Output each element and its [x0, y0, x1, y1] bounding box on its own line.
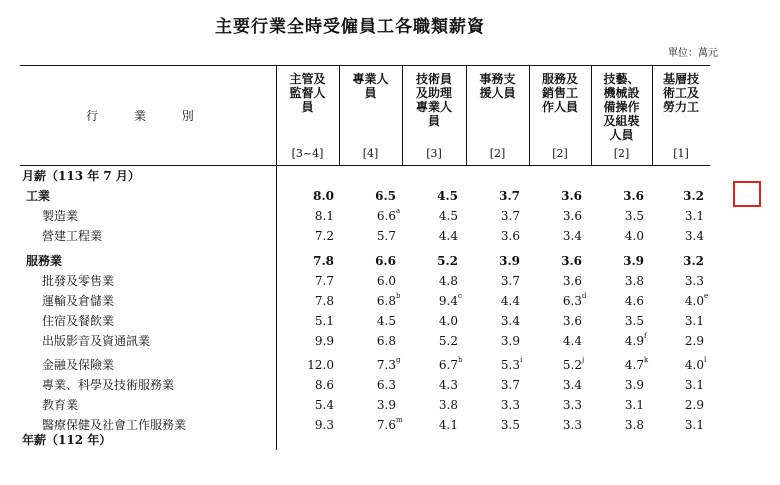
column-header — [652, 66, 710, 164]
salary-cell — [472, 311, 520, 331]
salary-value: 7.3 — [376, 358, 396, 372]
salary-value: 8.1 — [314, 209, 334, 223]
salary-value: 3.9 — [376, 398, 396, 412]
salary-cell — [534, 355, 585, 375]
salary-value: 3.1 — [684, 314, 704, 328]
salary-cell — [596, 311, 644, 331]
footnote-mark: f — [644, 332, 647, 340]
column-code: [2] — [489, 147, 506, 160]
salary-value: 3.7 — [500, 274, 520, 288]
salary-cell — [534, 186, 582, 206]
salary-value: 3.7 — [500, 378, 520, 392]
column-label: 基層技術工及勞力工 — [662, 72, 699, 114]
salary-value: 7.8 — [313, 254, 334, 268]
footnote-mark: d — [582, 292, 587, 300]
salary-value: 3.9 — [500, 334, 520, 348]
salary-cell — [472, 355, 523, 375]
column-header — [339, 66, 402, 164]
salary-value: 4.3 — [438, 378, 458, 392]
salary-value: 3.3 — [684, 274, 704, 288]
salary-cell — [286, 226, 334, 246]
salary-cell — [348, 375, 396, 395]
salary-value: 7.2 — [314, 229, 334, 243]
salary-cell — [656, 355, 707, 375]
salary-cell — [596, 355, 649, 375]
salary-value: 3.1 — [684, 418, 704, 432]
salary-value: 3.9 — [499, 254, 520, 268]
salary-value: 3.1 — [624, 398, 644, 412]
salary-cell — [286, 355, 334, 375]
salary-value: 4.7 — [624, 358, 644, 372]
salary-cell — [596, 271, 644, 291]
salary-value: 4.5 — [376, 314, 396, 328]
salary-cell — [410, 331, 458, 351]
column-label: 服務及銷售工作人員 — [541, 72, 578, 114]
salary-value: 4.8 — [438, 274, 458, 288]
salary-cell — [410, 226, 458, 246]
salary-cell — [534, 311, 582, 331]
salary-cell — [534, 206, 582, 226]
footnote-mark: k — [644, 356, 649, 364]
salary-value: 3.4 — [562, 378, 582, 392]
footnote-mark: b — [396, 292, 401, 300]
salary-cell — [286, 395, 334, 415]
salary-cell — [656, 395, 704, 415]
salary-cell — [348, 271, 396, 291]
section-label: 年薪（112 年） — [22, 433, 112, 447]
salary-value: 3.6 — [561, 189, 582, 203]
column-code: [3] — [426, 147, 442, 160]
salary-cell — [596, 375, 644, 395]
footnote-mark: a — [396, 207, 401, 215]
salary-cell — [596, 331, 647, 351]
salary-value: 4.0 — [684, 358, 704, 372]
salary-value: 4.4 — [500, 294, 520, 308]
salary-value: 3.8 — [624, 418, 644, 432]
table-row — [20, 291, 710, 311]
column-header — [402, 66, 466, 164]
industry-name: 住宿及餐飲業 — [42, 314, 115, 328]
salary-value: 4.4 — [562, 334, 582, 348]
table-row — [20, 355, 710, 375]
salary-value: 4.0 — [624, 229, 644, 243]
salary-cell — [348, 291, 401, 311]
column-label: 事務支援人員 — [479, 72, 516, 100]
salary-cell — [348, 355, 401, 375]
table-row — [20, 186, 710, 206]
salary-cell — [286, 375, 334, 395]
salary-value: 5.2 — [562, 358, 582, 372]
salary-cell — [534, 251, 582, 271]
salary-value: 2.9 — [684, 334, 704, 348]
salary-value: 3.6 — [562, 209, 582, 223]
salary-cell — [286, 186, 334, 206]
salary-value: 8.6 — [314, 378, 334, 392]
salary-value: 7.7 — [314, 274, 334, 288]
salary-cell — [410, 251, 458, 271]
salary-value: 3.9 — [623, 254, 644, 268]
salary-value: 7.8 — [314, 294, 334, 308]
footnote-mark: l — [704, 356, 707, 364]
salary-value: 3.5 — [624, 314, 644, 328]
industry-header: 行 業 別 — [86, 108, 210, 123]
table-row — [20, 206, 710, 226]
industry-name: 運輸及倉儲業 — [42, 294, 115, 308]
salary-cell — [656, 291, 709, 311]
table-row — [20, 226, 710, 246]
salary-cell — [534, 331, 582, 351]
salary-cell — [410, 271, 458, 291]
salary-value: 3.8 — [624, 274, 644, 288]
salary-value: 3.7 — [500, 209, 520, 223]
column-divider — [591, 65, 592, 165]
salary-cell — [286, 291, 334, 311]
salary-cell — [596, 206, 644, 226]
salary-cell — [348, 395, 396, 415]
column-divider — [402, 65, 403, 165]
salary-cell — [596, 291, 644, 311]
salary-value: 3.6 — [562, 274, 582, 288]
salary-value: 5.2 — [438, 334, 458, 348]
salary-cell — [472, 291, 520, 311]
salary-cell — [410, 206, 458, 226]
salary-cell — [286, 331, 334, 351]
footnote-mark: j — [582, 356, 585, 364]
industry-name: 教育業 — [42, 398, 79, 412]
section-annual — [20, 430, 710, 450]
footnote-mark: h — [458, 356, 463, 364]
salary-value: 3.9 — [624, 378, 644, 392]
salary-cell — [596, 226, 644, 246]
salary-cell — [472, 226, 520, 246]
salary-cell — [656, 271, 704, 291]
salary-value: 4.1 — [438, 418, 458, 432]
section-monthly — [20, 166, 710, 186]
salary-value: 3.4 — [684, 229, 704, 243]
salary-value: 2.9 — [684, 398, 704, 412]
salary-cell — [410, 355, 463, 375]
salary-cell — [472, 251, 520, 271]
salary-cell — [534, 226, 582, 246]
salary-cell — [534, 395, 582, 415]
salary-value: 3.5 — [624, 209, 644, 223]
table-title: 主要行業全時受僱員工各職類薪資 — [215, 17, 485, 37]
column-header — [276, 66, 339, 164]
salary-value: 8.0 — [313, 189, 334, 203]
salary-cell — [286, 311, 334, 331]
salary-cell — [348, 206, 401, 226]
salary-value: 3.3 — [500, 398, 520, 412]
salary-value: 3.4 — [500, 314, 520, 328]
column-code: [2] — [613, 147, 630, 160]
unit-note: 單位：萬元 — [668, 48, 718, 59]
salary-cell — [596, 395, 644, 415]
column-code: [1] — [673, 147, 689, 160]
salary-cell — [410, 375, 458, 395]
column-header — [466, 66, 529, 164]
industry-name: 服務業 — [26, 254, 63, 268]
salary-value: 12.0 — [307, 358, 334, 372]
salary-value: 9.9 — [314, 334, 334, 348]
highlight-box — [733, 181, 761, 207]
salary-value: 4.6 — [624, 294, 644, 308]
salary-cell — [348, 226, 396, 246]
salary-cell — [410, 291, 462, 311]
table-row — [20, 331, 710, 351]
salary-cell — [534, 375, 582, 395]
salary-cell — [534, 291, 587, 311]
salary-value: 9.3 — [314, 418, 334, 432]
salary-value: 3.6 — [500, 229, 520, 243]
salary-value: 3.7 — [499, 189, 520, 203]
table-row — [20, 395, 710, 415]
footnote-mark: c — [458, 292, 462, 300]
column-divider — [339, 65, 340, 165]
column-divider — [466, 65, 467, 165]
salary-cell — [472, 271, 520, 291]
column-label: 專業人員 — [352, 72, 389, 100]
footnote-mark: e — [704, 292, 709, 300]
salary-cell — [286, 271, 334, 291]
industry-name: 製造業 — [42, 209, 79, 223]
salary-value: 3.1 — [684, 209, 704, 223]
salary-value: 7.6 — [376, 418, 396, 432]
salary-value: 5.1 — [314, 314, 334, 328]
salary-value: 4.0 — [684, 294, 704, 308]
salary-value: 4.9 — [624, 334, 644, 348]
salary-value: 6.0 — [376, 274, 396, 288]
industry-name: 批發及零售業 — [42, 274, 115, 288]
salary-cell — [596, 251, 644, 271]
column-divider — [529, 65, 530, 165]
salary-cell — [656, 226, 704, 246]
salary-value: 3.3 — [562, 418, 582, 432]
salary-cell — [656, 206, 704, 226]
salary-value: 6.3 — [376, 378, 396, 392]
salary-cell — [472, 375, 520, 395]
salary-value: 5.4 — [314, 398, 334, 412]
section-label: 月薪（113 年 7 月） — [22, 169, 140, 183]
table-row — [20, 251, 710, 271]
footnote-mark: g — [396, 356, 401, 364]
column-label: 技藝、機械設備操作及組裝人員 — [603, 72, 640, 142]
salary-cell — [348, 251, 396, 271]
column-label: 主管及監督人員 — [289, 72, 326, 114]
salary-value: 9.4 — [438, 294, 458, 308]
table-row — [20, 375, 710, 395]
industry-name: 工業 — [26, 189, 51, 203]
salary-value: 3.4 — [562, 229, 582, 243]
salary-value: 3.3 — [562, 398, 582, 412]
column-code: [2] — [552, 147, 568, 160]
salary-value: 3.2 — [683, 254, 704, 268]
salary-cell — [656, 311, 704, 331]
salary-value: 6.5 — [375, 189, 396, 203]
salary-cell — [656, 375, 704, 395]
column-code: [4] — [362, 147, 379, 160]
salary-cell — [656, 186, 704, 206]
salary-value: 6.3 — [562, 294, 582, 308]
salary-value: 4.5 — [437, 189, 458, 203]
salary-cell — [656, 251, 704, 271]
salary-cell — [410, 311, 458, 331]
salary-cell — [286, 251, 334, 271]
industry-name: 出版影音及資通訊業 — [42, 334, 151, 348]
footnote-mark: m — [396, 416, 403, 424]
column-header — [591, 66, 652, 164]
salary-value: 6.8 — [376, 334, 396, 348]
table-row — [20, 271, 710, 291]
salary-cell — [472, 206, 520, 226]
salary-cell — [472, 395, 520, 415]
salary-value: 3.1 — [684, 378, 704, 392]
salary-value: 3.8 — [438, 398, 458, 412]
salary-cell — [348, 311, 396, 331]
salary-value: 4.0 — [438, 314, 458, 328]
salary-cell — [596, 186, 644, 206]
salary-cell — [410, 395, 458, 415]
salary-value: 3.6 — [561, 254, 582, 268]
salary-value: 3.6 — [623, 189, 644, 203]
industry-name: 金融及保險業 — [42, 358, 115, 372]
salary-value: 6.6 — [376, 209, 396, 223]
salary-value: 4.5 — [438, 209, 458, 223]
salary-value: 5.3 — [500, 358, 520, 372]
salary-value: 6.8 — [376, 294, 396, 308]
salary-cell — [348, 186, 396, 206]
column-divider — [652, 65, 653, 165]
salary-value: 5.7 — [376, 229, 396, 243]
salary-cell — [410, 186, 458, 206]
salary-cell — [656, 331, 704, 351]
salary-value: 5.2 — [437, 254, 458, 268]
salary-cell — [534, 271, 582, 291]
industry-name: 醫療保健及社會工作服務業 — [42, 418, 187, 432]
table-row — [20, 311, 710, 331]
salary-cell — [286, 206, 334, 226]
salary-value: 3.2 — [683, 189, 704, 203]
industry-name: 營建工程業 — [42, 229, 103, 243]
salary-value: 6.6 — [375, 254, 396, 268]
salary-value: 3.6 — [562, 314, 582, 328]
industry-name: 專業、科學及技術服務業 — [42, 378, 175, 392]
footnote-mark: i — [520, 356, 523, 364]
salary-cell — [472, 186, 520, 206]
salary-value: 3.5 — [500, 418, 520, 432]
salary-value: 4.4 — [438, 229, 458, 243]
column-header — [529, 66, 591, 164]
salary-value: 6.7 — [438, 358, 458, 372]
salary-cell — [348, 331, 396, 351]
column-code: [3~4] — [291, 147, 324, 160]
salary-cell — [472, 331, 520, 351]
column-label: 技術員及助理專業人員 — [415, 72, 452, 128]
